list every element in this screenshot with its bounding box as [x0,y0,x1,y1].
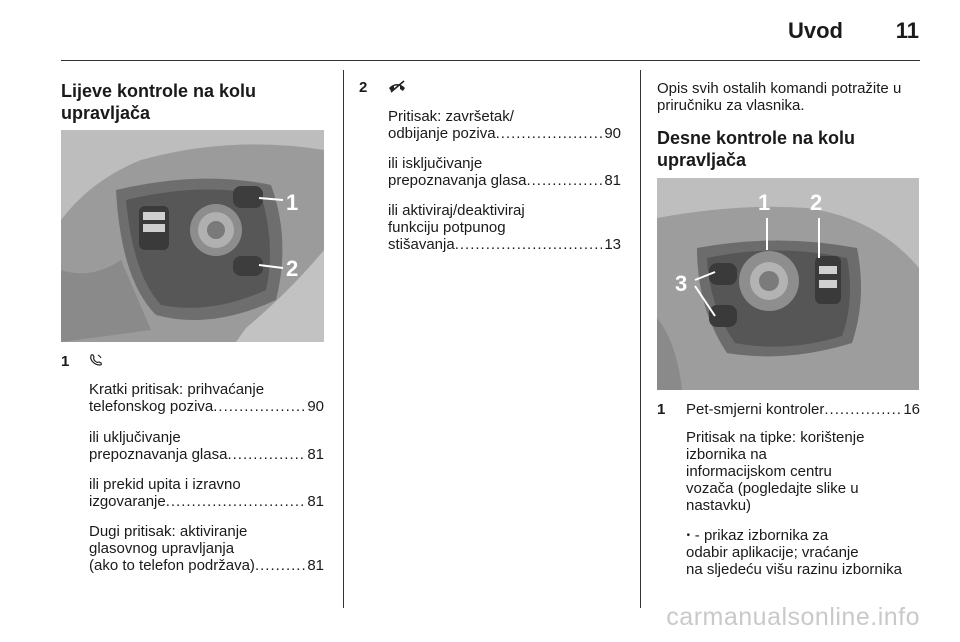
item-number: 2 [359,79,368,96]
leader-dots [255,557,305,574]
text-line: odbijanje poziva [388,125,496,142]
page-reference: 13 [604,236,621,253]
figure-callout-1: 1 [758,190,771,215]
text-line: izgovaranje [89,493,166,510]
right-item1-menu-note [686,527,920,578]
left-item1-paragraph2 [89,429,324,463]
text-line: priručniku za vlasnika. [657,97,805,114]
text-line: ꞏ - prikaz izbornika za [686,527,829,544]
text-line: glasovnog upravljanja [89,540,235,557]
text-line: odabir aplikacije; vraćanje [686,544,859,561]
middle-item2-paragraph1 [388,108,621,142]
leader-dots [213,398,305,415]
left-steering-wheel-figure [61,130,324,342]
left-controls-heading [61,80,256,124]
text-line: Pet-smjerni kontroler [686,401,825,418]
text-line: telefonskog poziva [89,398,214,415]
left-item1-paragraph4 [89,523,324,574]
column-divider-right [640,70,641,608]
text-line: Opis svih ostalih komandi potražite u [657,80,902,97]
figure-callout-3: 3 [675,271,688,296]
page-reference: 81 [604,172,621,189]
item-number: 1 [657,401,666,418]
heading-line: upravljača [657,150,747,170]
text-line: (ako to telefon podržava) [89,557,255,574]
leader-dots [227,446,305,463]
text-line: informacijskom centru [686,463,832,480]
text-line: izbornika na [686,446,767,463]
text-line: ili isključivanje [388,155,483,172]
text-line: ili prekid upita i izravno [89,476,241,493]
text-line: Dugi pritisak: aktiviranje [89,523,248,540]
column-divider-left [343,70,344,608]
heading-line: Desne kontrole na kolu [657,128,856,148]
phone-voice-icon [89,353,103,370]
text-line: funkciju potpunog [388,219,506,236]
hang-up-icon [388,79,406,96]
text-line: ili aktiviraj/deaktiviraj [388,202,525,219]
figure-callout-1: 1 [286,190,299,215]
text-line: Pritisak na tipke: korištenje [686,429,865,446]
watermark: carmanualsonline.info [666,603,920,631]
leader-dots [526,172,602,189]
leader-dots [824,401,901,418]
left-wheel-illustration [61,130,324,342]
page-reference: 81 [307,493,324,510]
page-reference: 81 [307,446,324,463]
heading-line: Lijeve kontrole na kolu [61,81,257,101]
right-controls-heading [657,127,855,171]
page-reference: 90 [604,125,621,142]
page-reference: 16 [903,401,920,418]
text-line: Kratki pritisak: prihvaćanje [89,381,265,398]
left-item1-paragraph3 [89,476,324,510]
text-line: prepoznavanja glasa [89,446,228,463]
figure-callout-2: 2 [286,256,299,281]
text-line: ili uključivanje [89,429,181,446]
middle-item2-paragraph2 [388,155,621,189]
right-intro-text [657,80,922,114]
text-line: vozača (pogledajte slike u [686,480,859,497]
text-line: prepoznavanja glasa [388,172,527,189]
page-reference: 90 [307,398,324,415]
heading-line: upravljača [61,103,151,123]
right-wheel-illustration [657,178,919,390]
leader-dots [166,493,306,510]
figure-callout-2: 2 [810,190,823,215]
section-title: Uvod [788,18,843,43]
text-line: nastavku) [686,497,752,514]
page-number: 11 [895,18,919,43]
text-line: na sljedeću višu razinu izbornika [686,561,902,578]
page-header [0,0,960,62]
page-reference: 81 [307,557,324,574]
right-steering-wheel-figure [657,178,919,390]
leader-dots [455,236,603,253]
text-line: stišavanja [388,236,455,253]
right-item1-title [686,401,920,418]
right-item1-description [686,429,920,514]
leader-dots [496,125,603,142]
text-line: Pritisak: završetak/ [388,108,514,125]
middle-item2-paragraph3 [388,202,621,253]
item-number: 1 [61,353,70,370]
left-item1-paragraph1 [89,381,324,415]
header-rule [61,60,920,61]
